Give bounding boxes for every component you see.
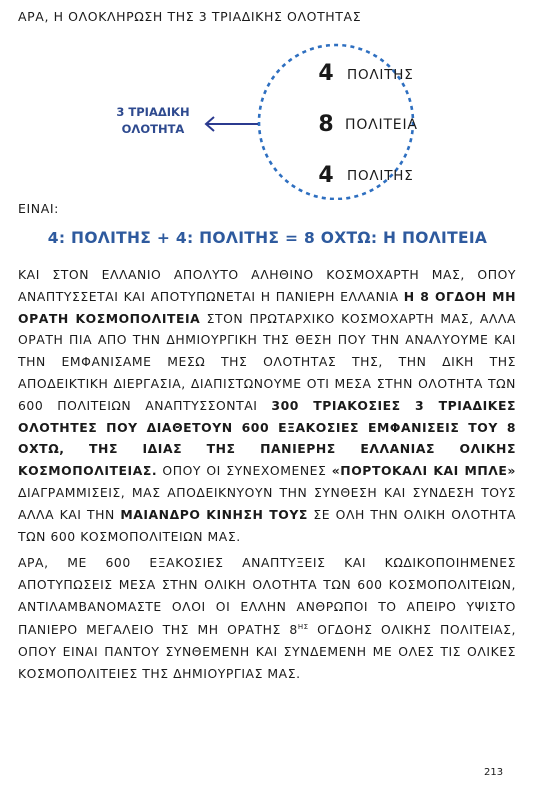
p1-bold-3: «ΠΟΡΤΟΚΑΛΙ ΚΑΙ ΜΠΛΕ» (331, 463, 516, 479)
row-top-number: 4 (318, 61, 334, 86)
triadic-wholeness-diagram (0, 0, 535, 200)
equation-heading: 4: ΠΟΛΙΤΗΣ + 4: ΠΟΛΙΤΗΣ = 8 ΟΧΤΩ: Η ΠΟΛΙΤΕΙΑ (47, 229, 488, 247)
page-number: 213 (484, 767, 504, 778)
p1-bold-1: Η 8 ΟΓΔΟΗ ΜΗ ΟΡΑΤΗ ΚΟΣΜΟΠΟΛΙΤΕΙΑ (18, 288, 516, 326)
diagram-label-line2: ΟΛΟΤΗΤΑ (121, 122, 185, 136)
p1-text-1: ΚΑΙ ΣΤΟΝ ΕΛΛΑΝΙΟ ΑΠΟΛΥΤΟ ΑΛΗΘΙΝΟ ΚΟΣΜΟΧΑΡΤΗ ΜΑΣ, ΟΠΟΥ ΑΝΑΠΤΥΣΣΕΤΑΙ ΚΑΙ ΑΠΟΤΥΠΩΝΕΤΑΙ Η ΠΑΝΙΕΡΗ ΕΛΛΑΝΙΑ (18, 267, 516, 304)
row-mid-text: ΠΟΛΙΤΕΙΑ (345, 117, 418, 133)
p2-text-2: ΟΓΔΟΗΣ ΟΛΙΚΗΣ ΠΟΛΙΤΕΙΑΣ, ΟΠΟΥ ΕΙΝΑΙ ΠΑΝΤΟΥ ΣΥΝΘΕΜΕΝΗ ΚΑΙ ΣΥΝΔΕΜΕΝΗ ΜΕ ΟΛΕΣ ΤΙΣ ΟΛΙΚΕΣ ΚΟΣΜΟΠΟΛΙΤΕΙΕΣ ΤΗΣ ΔΗΜΙΟΥΡΓΙΑΣ ΜΑΣ. (18, 622, 516, 682)
intro-line: ΑΡΑ, Η ΟΛΟΚΛΗΡΩΣΗ ΤΗΣ 3 ΤΡΙΑΔΙΚΗΣ ΟΛΟΤΗΤΑΣ (18, 9, 362, 24)
p1-text-4: ΔΙΑΓΡΑΜΜΙΣΕΙΣ, ΜΑΣ ΑΠΟΔΕΙΚΝΥΟΥΝ ΤΗΝ ΣΥΝΘΕΣΗ ΚΑΙ ΣΥΝΔΕΣΗ ΤΟΥΣ ΑΛΛΑ ΚΑΙ ΤΗΝ (18, 484, 516, 522)
p1-bold-2: 300 ΤΡΙΑΚΟΣΙΕΣ 3 ΤΡΙΑΔΙΚΕΣ ΟΛΟΤΗΤΕΣ ΠΟΥ ΔΙΑΘΕΤΟΥΝ 600 ΕΞΑΚΟΣΙΕΣ ΕΜΦΑΝΙΣΕΙΣ ΤΟΥ 8 ΟΧΤΩ, ΤΗΣ ΙΔΙΑΣ ΤΗΣ ΠΑΝΙΕΡΗΣ ΕΛΛΑΝΙΑΣ ΟΛΙΚΗΣ ΚΟΣΜΟΠΟΛΙΤΕΙΑΣ. (18, 397, 516, 479)
p1-bold-4: ΜΑΙΑΝΔΡΟ ΚΙΝΗΣΗ ΤΟΥΣ (120, 506, 308, 522)
p1-text-5: ΣΕ ΟΛΗ ΤΗΝ ΟΛΙΚΗ ΟΛΟΤΗΤΑ ΤΩΝ 600 ΚΟΣΜΟΠΟΛΙΤΕΙΩΝ ΜΑΣ. (18, 506, 517, 544)
row-top-text: ΠΟΛΙΤΗΣ (347, 67, 414, 83)
diagram-label-line1: 3 ΤΡΙΑΔΙΚΗ (116, 105, 190, 119)
p1-text-3: ΟΠΟΥ ΟΙ ΣΥΝΕΧΟΜΕΝΕΣ (157, 463, 332, 479)
row-bottom-text: ΠΟΛΙΤΗΣ (347, 168, 414, 184)
row-bottom-number: 4 (318, 163, 334, 188)
paragraph-1 (18, 264, 516, 547)
einai-label: ΕΙΝΑΙ: (18, 201, 59, 216)
paragraph-2 (18, 552, 516, 685)
row-mid-number: 8 (318, 112, 334, 137)
p2-text-1: ΑΡΑ, ΜΕ 600 ΕΞΑΚΟΣΙΕΣ ΑΝΑΠΤΥΞΕΙΣ ΚΑΙ ΚΩΔΙΚΟΠΟΙΗΜΕΝΕΣ ΑΠΟΤΥΠΩΣΕΙΣ ΜΕΣΑ ΣΤΗΝ ΟΛΙΚΗ ΟΛΟΤΗΤΑ ΤΩΝ 600 ΚΟΣΜΟΠΟΛΙΤΕΙΩΝ, ΑΝΤΙΛΑΜΒΑΝΟΜΑΣΤΕ ΟΛΟΙ ΟΙ ΕΛΛΗΝ ΑΝΘΡΩΠΟΙ ΤΟ ΑΠΕΙΡΟ ΥΨΙΣΤΟ ΠΑΝΙΕΡΟ ΜΕΓΑΛΕΙΟ ΤΗΣ ΜΗ ΟΡΑΤΗΣ 8 (18, 555, 516, 638)
p1-text-2: ΣΤΟΝ ΠΡΩΤΑΡΧΙΚΟ ΚΟΣΜΟΧΑΡΤΗ ΜΑΣ, ΑΛΛΑ ΟΡΑΤΗ ΠΙΑ ΑΠΟ ΤΗΝ ΔΗΜΙΟΥΡΓΙΚΗ ΤΗΣ ΘΕΣΗ ΠΟΥ ΤΗΝ ΑΝΑΛΥΟΥΜΕ ΚΑΙ ΤΗΝ ΕΜΦΑΝΙΣΑΜΕ ΜΕΣΩ ΤΗΣ ΟΛΟΤΗΤΑΣ ΤΗΣ, ΤΗΝ ΔΙΚΗ ΤΗΣ ΑΠΟΔΕΙΚΤΙΚΗ ΔΙΕΡΓΑΣΙΑ, ΔΙΑΠΙΣΤΩΝΟΥΜΕ ΟΤΙ ΜΕΣΑ ΣΤΗΝ ΟΛΟΤΗΤΑ ΤΩΝ 600 ΠΟΛΙΤΕΙΩΝ ΑΝΑΠΤΥΣΣΟΝΤΑΙ (18, 310, 516, 413)
p2-superscript: ΗΣ (297, 623, 309, 632)
